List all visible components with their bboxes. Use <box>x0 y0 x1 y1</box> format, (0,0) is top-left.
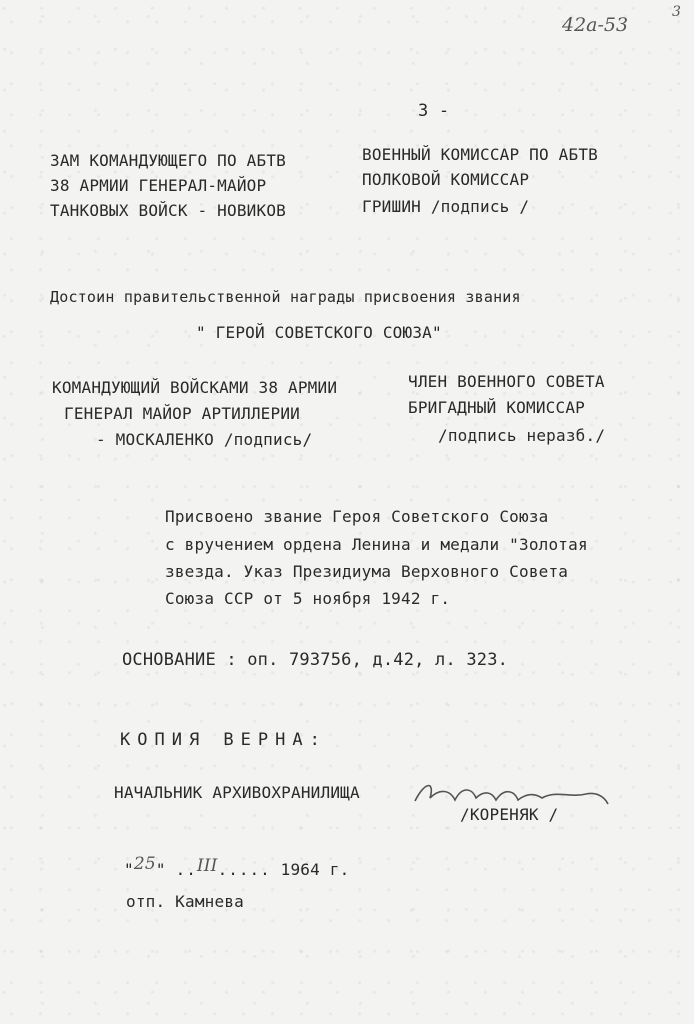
archive-head-title: НАЧАЛЬНИК АРХИВОХРАНИЛИЩА <box>114 783 360 802</box>
date-mid-quote: " <box>155 860 166 879</box>
award-line2: с вручением ордена Ленина и медали "Золотая <box>165 535 588 554</box>
award-line4: Союза ССР от 5 ноября 1942 г. <box>165 589 451 608</box>
typist-note: отп. Камнева <box>126 892 244 911</box>
archive-mark: 42а-53 <box>562 14 629 36</box>
recommendation-line2: " ГЕРОЙ СОВЕТСКОГО СОЮЗА" <box>196 323 442 342</box>
award-line1: Присвоено звание Героя Советского Союза <box>165 507 549 526</box>
left-signatory-line2: 38 АРМИИ ГЕНЕРАЛ-МАЙОР <box>50 176 267 195</box>
right-signatory-line1: ВОЕННЫЙ КОМИССАР ПО АБТВ <box>362 145 598 164</box>
date-open-quote: " <box>124 860 134 879</box>
council-member-line3: /подпись неразб./ <box>438 426 606 445</box>
corner-number: 3 <box>672 4 681 20</box>
date-year: 1964 г. <box>280 860 350 879</box>
right-signatory-line3: ГРИШИН /подпись / <box>362 197 530 216</box>
copy-correct-heading: КОПИЯ ВЕРНА: <box>120 730 327 750</box>
council-member-line1: ЧЛЕН ВОЕННОГО СОВЕТА <box>408 372 605 391</box>
archive-head-name: /КОРЕНЯК / <box>460 805 559 824</box>
date-day: 25 <box>133 854 156 874</box>
commander-line2: ГЕНЕРАЛ МАЙОР АРТИЛЛЕРИИ <box>64 404 300 423</box>
date-line: "25" ..III..... 1964 г. <box>124 854 350 879</box>
recommendation-line1: Достоин правительственной награды присвоения звания <box>50 288 521 306</box>
right-signatory-line2: ПОЛКОВОЙ КОМИССАР <box>362 170 530 189</box>
commander-line1: КОМАНДУЮЩИЙ ВОЙСКАМИ 38 АРМИИ <box>52 378 338 397</box>
council-member-line2: БРИГАДНЫЙ КОМИССАР <box>408 398 585 417</box>
commander-line3: - МОСКАЛЕНКО /подпись/ <box>96 430 313 449</box>
page-number: 3 - <box>418 101 450 121</box>
left-signatory-line1: ЗАМ КОМАНДУЮЩЕГО ПО АБТВ <box>50 151 286 170</box>
award-line3: звезда. Указ Президиума Верховного Совета <box>165 562 569 581</box>
basis-reference: ОСНОВАНИЕ : оп. 793756, д.42, л. 323. <box>122 650 509 670</box>
left-signatory-line3: ТАНКОВЫХ ВОЙСК - НОВИКОВ <box>50 201 286 220</box>
date-month: III <box>196 856 218 876</box>
